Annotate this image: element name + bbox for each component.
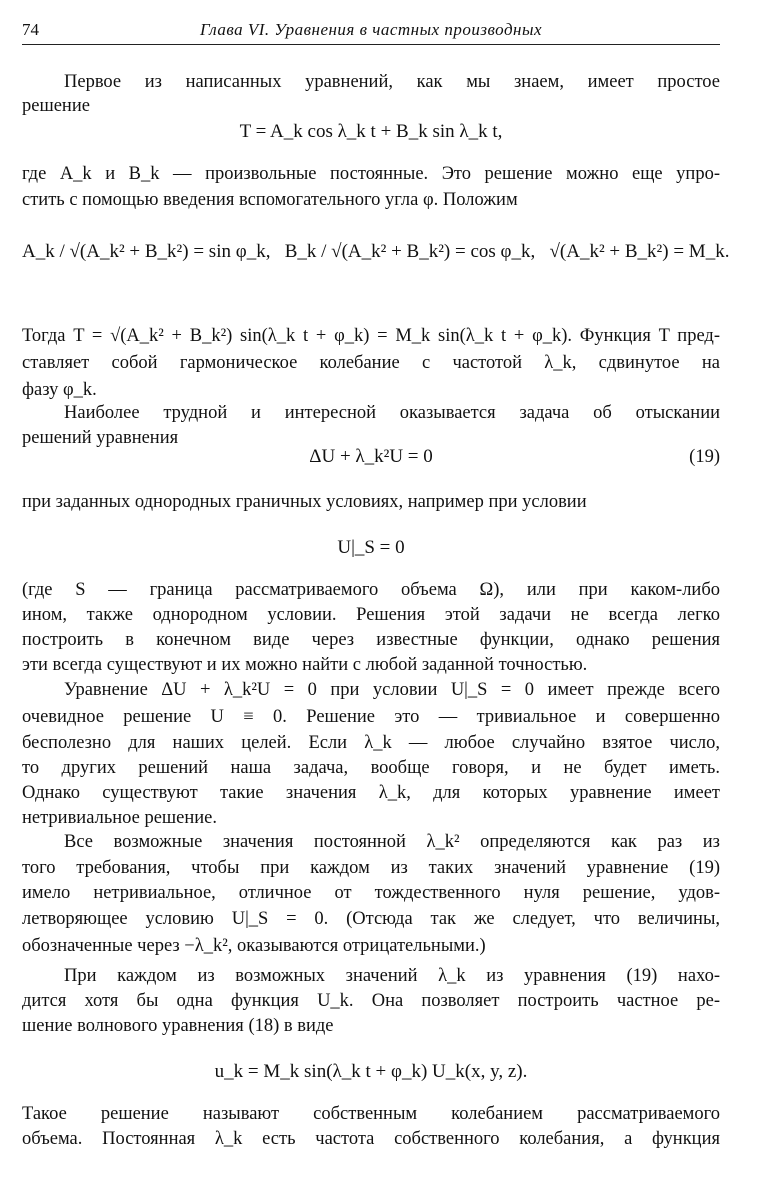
text-line: Тогда T = √(A_k² + B_k²) sin(λ_k t + φ_k) = M_k sin(λ_k t + φ_k). Функция T пред- — [22, 326, 720, 346]
text-line: очевидное решение U ≡ 0. Решение это — тривиальное и совершенно — [22, 707, 720, 727]
text-line: ставляет собой гармоническое колебание с частотой λ_k, сдвинутое на — [22, 353, 720, 373]
text-line: имело нетривиальное, отличное от тождественного нуля решение, удов- — [22, 883, 720, 903]
text-line: дится хотя бы одна функция U_k. Она позволяет построить частное ре- — [22, 991, 720, 1011]
text-line: при заданных однородных граничных условиях, например при условии — [22, 492, 587, 512]
text-line: Наиболее трудной и интересной оказывается задача об отыскании — [64, 403, 720, 423]
text-line: то других решений наша задача, вообще говоря, и не будет иметь. — [22, 758, 720, 778]
text-line: Однако существуют такие значения λ_k, для которых уравнение имеет — [22, 783, 720, 803]
equation-M: √(A_k² + B_k²) = M_k. — [549, 241, 730, 262]
text-line: решение — [22, 96, 90, 116]
text-line: Такое решение называют собственным колебанием рассматриваемого — [22, 1104, 720, 1124]
text-line: где A_k и B_k — произвольные постоянные. Это решение можно еще упро- — [22, 164, 720, 184]
text-line: построить в конечном виде через известные функции, однако решения — [22, 630, 720, 650]
equation-uk: u_k = M_k sin(λ_k t + φ_k) U_k(x, y, z). — [214, 1061, 528, 1082]
page-number: 74 — [22, 20, 39, 39]
text-line: летворяющее условию U|_S = 0. (Отсюда так же следует, что величины, — [22, 909, 720, 929]
equation-phi-cos: B_k / √(A_k² + B_k²) = cos φ_k, — [284, 241, 536, 262]
text-line: фазу φ_k. — [22, 380, 97, 400]
equation-19: ΔU + λ_k²U = 0 — [309, 446, 433, 467]
text-line: обозначенные через −λ_k², оказываются отрицательными.) — [22, 936, 486, 956]
text-line: того требования, чтобы при каждом из таких значений уравнение (19) — [22, 858, 720, 878]
text-line: (где S — граница рассматриваемого объема Ω), или при каком-либо — [22, 580, 720, 600]
equation-phi-sin: A_k / √(A_k² + B_k²) = sin φ_k, — [22, 241, 271, 262]
equation-T: T = A_k cos λ_k t + B_k sin λ_k t, — [239, 121, 503, 142]
text-line: При каждом из возможных значений λ_k из уравнения (19) нахо- — [64, 966, 720, 986]
running-title: Глава VI. Уравнения в частных производных — [199, 20, 543, 39]
text-line: решений уравнения — [22, 428, 179, 448]
text-line: Первое из написанных уравнений, как мы знаем, имеет простое — [64, 72, 720, 92]
header-rule — [22, 44, 720, 45]
text-line: бесполезно для наших целей. Если λ_k — любое случайно взятое число, — [22, 733, 720, 753]
text-line: объема. Постоянная λ_k есть частота собственного колебания, а функция — [22, 1129, 720, 1149]
text-line: ином, также однородном условии. Решения этой задачи не всегда легко — [22, 605, 720, 625]
equation-phase-definitions — [22, 240, 730, 264]
equation-19-number: (19) — [689, 447, 720, 467]
text-line: Уравнение ΔU + λ_k²U = 0 при условии U|_S = 0 имеет прежде всего — [64, 680, 720, 700]
text-line: Все возможные значения постоянной λ_k² определяются как раз из — [64, 832, 720, 852]
equation-boundary: U|_S = 0 — [337, 537, 405, 558]
text-line: нетривиальное решение. — [22, 808, 218, 828]
text-line: шение волнового уравнения (18) в виде — [22, 1016, 334, 1036]
running-header — [22, 16, 720, 38]
text-line: эти всегда существуют и их можно найти с любой заданной точностью. — [22, 655, 588, 675]
text-line: стить с помощью введения вспомогательного угла φ. Положим — [22, 190, 518, 210]
